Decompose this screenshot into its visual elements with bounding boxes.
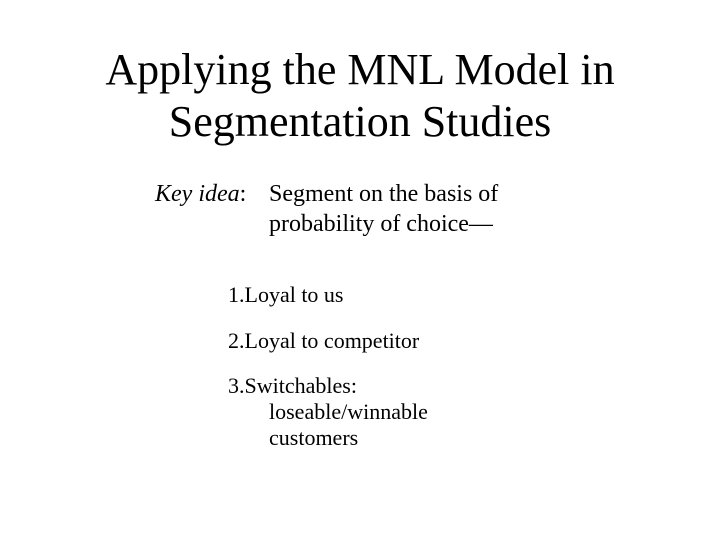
segment-list bbox=[228, 282, 428, 451]
key-idea-text bbox=[269, 179, 549, 239]
segment-item-3-line-2: loseable/winnable bbox=[269, 399, 428, 424]
segment-item-loyal-to-competitor bbox=[228, 328, 428, 354]
key-idea-label-colon: : bbox=[239, 181, 247, 207]
segment-item-loyal-to-us bbox=[228, 282, 428, 308]
slide-title-line-1: Applying the MNL Model in bbox=[105, 45, 615, 94]
segment-item-2-line-1: 2.Loyal to competitor bbox=[228, 328, 420, 353]
segment-item-switchables bbox=[228, 373, 428, 451]
segment-item-1-line-1: 1.Loyal to us bbox=[228, 282, 344, 307]
key-idea-text-line-2: probability of choice— bbox=[269, 211, 493, 237]
segment-item-3-line-1: 3.Switchables: bbox=[228, 373, 357, 398]
slide-title-line-2: Segmentation Studies bbox=[168, 97, 552, 146]
slide-title bbox=[0, 44, 720, 148]
segment-item-3-line-3: customers bbox=[269, 425, 359, 450]
key-idea-label-text: Key idea bbox=[155, 181, 240, 207]
key-idea-label bbox=[155, 179, 246, 209]
key-idea-text-line-1: Segment on the basis of bbox=[269, 181, 499, 207]
